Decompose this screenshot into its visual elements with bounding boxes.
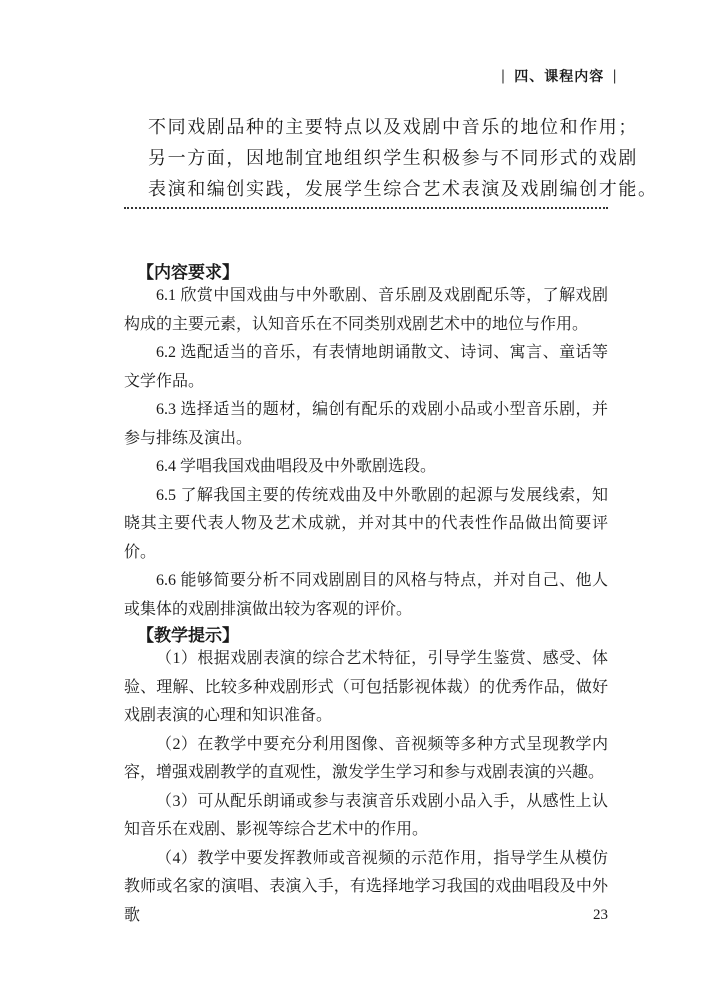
requirement-item: 6.3 选择适当的题材，编创有配乐的戏剧小品或小型音乐剧，并参与排练及演出。 bbox=[124, 401, 608, 447]
running-header bbox=[501, 66, 618, 86]
header-left-bar: | bbox=[500, 68, 507, 84]
tip-item: （2）在教学中要充分利用图像、音视频等多种方式呈现教学内容，增强戏剧教学的直观性，激发学生学习和参与戏剧表演的兴趣。 bbox=[124, 735, 608, 781]
dotted-divider bbox=[124, 207, 608, 209]
teaching-tips-list bbox=[124, 645, 608, 930]
content-requirements-list bbox=[124, 282, 608, 624]
intro-line: 不同戏剧品种的主要特点以及戏剧中音乐的地位和作用； bbox=[148, 117, 638, 138]
intro-line: 表演和编创实践，发展学生综合艺术表演及戏剧编创才能。 bbox=[148, 179, 658, 200]
tip-item: （1）根据戏剧表演的综合艺术特征，引导学生鉴赏、感受、体验、理解、比较多种戏剧形式（可包括影视体裁）的优秀作品，做好戏剧表演的心理和知识准备。 bbox=[124, 650, 608, 724]
tip-item: （4）教学中要发挥教师或音视频的示范作用，指导学生从模仿教师或名家的演唱、表演入手，有选择地学习我国的戏曲唱段及中外歌 bbox=[124, 849, 608, 924]
content-requirements-title: 【内容要求】 bbox=[137, 263, 239, 283]
requirement-item: 6.6 能够简要分析不同戏剧剧目的风格与特点，并对自己、他人或集体的戏剧排演做出较为客观的评价。 bbox=[124, 572, 608, 618]
teaching-tips-title: 【教学提示】 bbox=[137, 626, 239, 646]
page-number: 23 bbox=[593, 907, 608, 923]
intro-line: 另一方面，因地制宜地组织学生积极参与不同形式的戏剧 bbox=[148, 148, 638, 169]
header-section-title: 四、课程内容 bbox=[514, 69, 605, 85]
intro-paragraph bbox=[148, 112, 658, 205]
header-right-bar: | bbox=[612, 68, 618, 84]
requirement-item: 6.5 了解我国主要的传统戏曲及中外歌剧的起源与发展线索，知晓其主要代表人物及艺术成就，并对其中的代表性作品做出简要评价。 bbox=[124, 486, 608, 561]
tip-item: （3）可从配乐朗诵或参与表演音乐戏剧小品入手，从感性上认知音乐在戏剧、影视等综合艺术中的作用。 bbox=[124, 792, 608, 838]
requirement-item: 6.4 学唱我国戏曲唱段及中外歌剧选段。 bbox=[156, 458, 437, 475]
requirement-item: 6.2 选配适当的音乐，有表情地朗诵散文、诗词、寓言、童话等文学作品。 bbox=[124, 344, 608, 390]
requirement-item: 6.1 欣赏中国戏曲与中外歌剧、音乐剧及戏剧配乐等，了解戏剧构成的主要元素，认知音乐在不同类别戏剧艺术中的地位与作用。 bbox=[124, 287, 608, 333]
